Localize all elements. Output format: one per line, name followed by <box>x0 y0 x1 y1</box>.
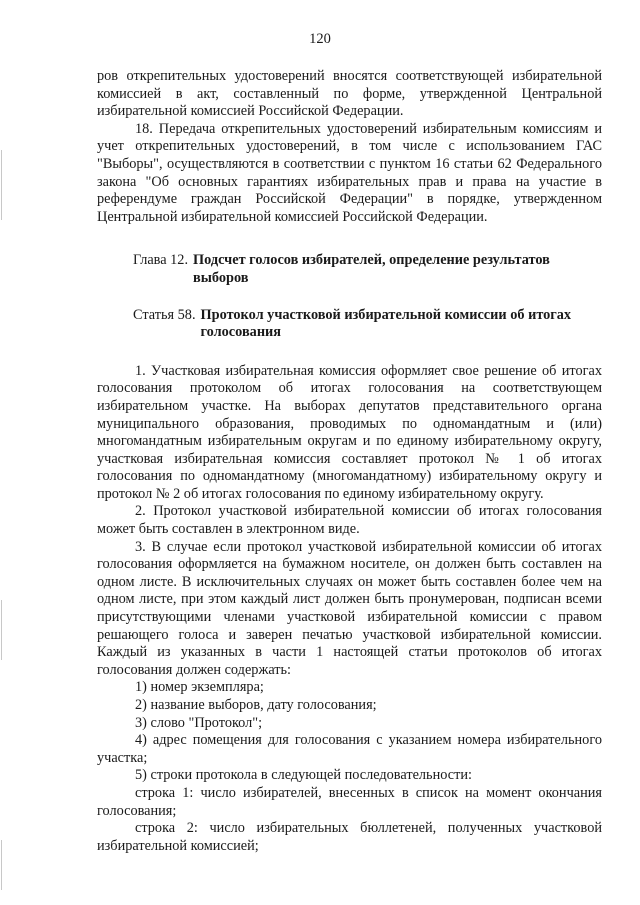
paragraph-continuation: ров открепительных удостоверений вносятся соответствующей избирательной комиссией в акт, составленный по форме, утвержденной Центральной избирательной комиссией Российской Федерации. <box>97 68 602 120</box>
list-item: 4) адрес помещения для голосования с указанием номера избирательного участка; <box>97 732 602 766</box>
scan-edge-mark <box>1 600 2 660</box>
page-number: 120 <box>309 31 331 47</box>
article-title: Протокол участковой избирательной комиссии об итогах голосования <box>200 306 572 341</box>
list-item: 5) строки протокола в следующей последовательности: <box>135 767 472 784</box>
paragraph-item-18: 18. Передача открепительных удостоверений избирательным комиссиям и учет открепительных удостоверений, в том числе с использованием ГАС "Выборы", осуществляются в соответствии с пунктом 16 статьи 62 Федерального закона "Об основных гарантиях избирательных прав и права на участие в референдуме граждан Российской Федерации" в порядке, утвержденном Центральной избирательной комиссией Российской Федерации. <box>97 120 602 225</box>
protocol-line-item: строка 2: число избирательных бюллетеней, полученных участковой избирательной комиссией; <box>97 820 602 854</box>
list-item: 3) слово "Протокол"; <box>135 714 263 731</box>
article-label: Статья 58. <box>133 306 196 323</box>
paragraph-part-1: 1. Участковая избирательная комиссия оформляет свое решение об итогах голосования протоколом об итогах голосования на соответствующем избирательном участке. На выборах депутатов представительного органа муниципального образования, проводимых по одномандатным и (или) многомандатным избирательным округам и по единому избирательному округу, участковая избирательная комиссия составляет протокол № 1 об итогах голосования по одномандатному (многомандатному) избирательному округу и протокол № 2 об итогах голосования по единому избирательному округу. <box>97 362 602 502</box>
document-content <box>97 68 602 855</box>
article-heading <box>133 307 602 342</box>
protocol-line-item: строка 1: число избирателей, внесенных в список на момент окончания голосования; <box>97 784 602 819</box>
paragraph-part-2: 2. Протокол участковой избирательной комиссии об итогах голосования может быть составлен в электронном виде. <box>97 503 602 538</box>
chapter-heading <box>133 252 602 287</box>
chapter-title: Подсчет голосов избирателей, определение результатов выборов <box>193 252 550 286</box>
scan-edge-mark <box>1 150 2 220</box>
list-item: 2) название выборов, дату голосования; <box>135 697 377 713</box>
scan-edge-mark <box>1 840 2 890</box>
list-item: 1) номер экземпляра; <box>135 679 264 696</box>
paragraph-part-3: 3. В случае если протокол участковой избирательной комиссии об итогах голосования оформляется на бумажном носителе, он должен быть составлен на одном листе. В исключительных случаях он может быть составлен более чем на одном листе, при этом каждый лист должен быть пронумерован, подписан всеми присутствующими членами участковой избирательной комиссии с правом решающего голоса и заверен печатью участковой избирательной комиссии. Каждый из указанных в части 1 настоящей статьи протоколов об итогах голосования должен содержать: <box>97 538 602 678</box>
chapter-label: Глава 12. <box>133 252 189 269</box>
